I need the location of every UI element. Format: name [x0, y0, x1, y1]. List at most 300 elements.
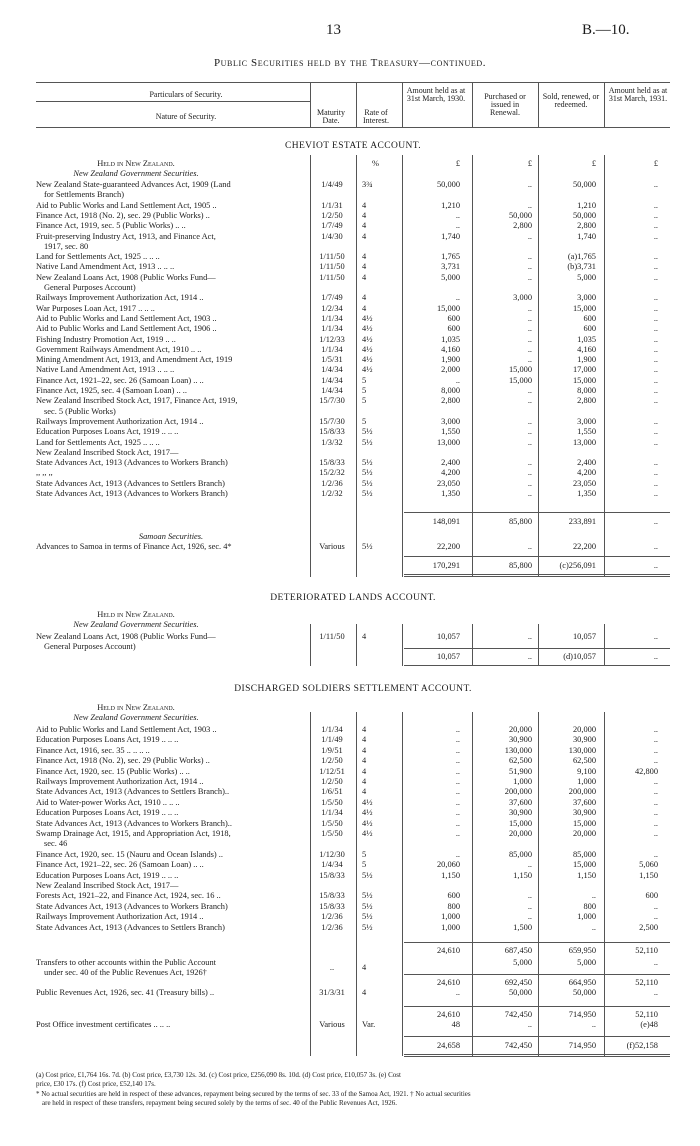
held-1930: 2,400: [441, 458, 460, 468]
page-reference: B.—10.: [582, 22, 630, 38]
purchased: 20,000: [508, 829, 532, 838]
held-1931: ..: [653, 252, 658, 262]
sold: (b)3,731: [567, 262, 596, 272]
security-name: ,, ,, ,,: [36, 468, 53, 478]
purchased: ..: [527, 334, 532, 344]
held-1931: 1,150: [639, 870, 658, 880]
security-name: for Settlements Branch): [44, 190, 125, 200]
transfers-c4: ..: [653, 958, 658, 967]
sold: 130,000: [568, 745, 596, 755]
security-name: Mining Amendment Act, 1913, and Amendment Act, 1919: [36, 355, 233, 365]
footnote-cost-b: price, £30 17s. (f) Cost price, £52,140 17s.: [36, 1080, 156, 1088]
purchased: ..: [527, 313, 532, 323]
interest-rate: Var.: [362, 1020, 376, 1029]
subheading-nz-gov-3: New Zealand Government Securities.: [73, 713, 199, 722]
held-1931: ..: [653, 777, 658, 786]
header-maturity: Maturity Date.: [317, 108, 345, 125]
sold: 17,000: [572, 365, 596, 375]
held-1930: ..: [455, 829, 460, 838]
held-1930: 20,060: [436, 860, 460, 870]
interest-rate: 5: [362, 396, 367, 406]
sold: 714,950: [568, 1010, 596, 1019]
held-1930: 148,091: [432, 517, 460, 526]
maturity-date: 15/2/32: [319, 468, 345, 478]
held-1931: ..: [653, 324, 658, 334]
purchased: ..: [527, 427, 532, 437]
interest-rate: 4: [362, 756, 367, 766]
held-1930: 13,000: [436, 437, 460, 447]
held-1931: ..: [653, 427, 658, 437]
security-name: Railways Improvement Authorization Act, 1914 ..: [36, 416, 204, 426]
interest-rate: 4½: [362, 797, 373, 807]
table-row: [0, 542, 700, 553]
held-1930: ..: [455, 745, 460, 755]
held-1930: 600: [447, 891, 460, 901]
held-1931: ..: [653, 632, 658, 641]
held-1931: ..: [653, 468, 658, 478]
security-name: Native Land Amendment Act, 1913 .. .. ..: [36, 262, 175, 272]
held-1931: 52,110: [635, 946, 658, 955]
held-1930: 3,000: [441, 416, 460, 426]
sold: 664,950: [568, 978, 596, 987]
held-1931: ..: [653, 262, 658, 272]
security-name: Finance Act, 1918 (No. 2), sec. 29 (Public Works) ..: [36, 210, 210, 220]
security-name: Aid to Public Works and Land Settlement Act, 1903 ..: [36, 313, 217, 323]
header-purchased: Purchased or issued in Renewal.: [484, 92, 526, 117]
purchased: ..: [527, 1020, 532, 1029]
interest-rate: 4: [362, 252, 367, 262]
purchased: ..: [527, 489, 532, 498]
purchased: 1,500: [513, 922, 532, 932]
interest-rate: 4½: [362, 365, 373, 375]
security-name: Education Purposes Loans Act, 1919 .. .. ..: [36, 808, 179, 818]
sold: 1,900: [577, 355, 596, 365]
sold: 600: [583, 313, 596, 323]
sold: 233,891: [568, 517, 596, 526]
security-name: General Purposes Account): [44, 642, 136, 651]
interest-rate: 4: [362, 231, 367, 241]
held-1930: 3,731: [441, 262, 460, 272]
held-1931: ..: [653, 988, 658, 997]
maturity-date: 1/1/49: [321, 735, 343, 745]
sold: 600: [583, 324, 596, 334]
pound-c3: £: [591, 159, 596, 168]
purchased: 200,000: [504, 787, 532, 797]
interest-rate: 5: [362, 416, 367, 426]
table-row: [0, 787, 700, 798]
held-1930: 4,160: [441, 344, 460, 354]
security-name: State Advances Act, 1913 (Advances to Settlers Branch)..: [36, 787, 230, 797]
page-title: Public Securities held by the Treasury—continued.: [213, 57, 487, 69]
purchased: ..: [527, 542, 532, 551]
sold: 4,200: [577, 468, 596, 478]
table-row: [0, 767, 700, 778]
held-1931: ..: [653, 561, 658, 570]
held-1930: 2,800: [441, 396, 460, 406]
interest-rate: 4: [362, 262, 367, 272]
purchased: 742,450: [504, 1041, 532, 1050]
maturity-date: 1/4/34: [321, 386, 343, 395]
transfers-md: ..: [329, 963, 335, 972]
held-1930: ..: [455, 756, 460, 766]
interest-rate: 5½: [362, 901, 373, 911]
header-rate: Rate of Interest.: [363, 108, 389, 125]
interest-rate: 4: [362, 725, 367, 734]
sold: 20,000: [572, 725, 596, 734]
maturity-date: 1/4/49: [321, 180, 343, 189]
purchased: 692,450: [504, 978, 532, 987]
sold: 1,550: [577, 427, 596, 437]
purchased: 130,000: [504, 745, 532, 755]
interest-rate: 4: [362, 210, 367, 220]
maturity-date: 1/6/51: [321, 787, 343, 797]
maturity-date: 15/8/33: [319, 891, 345, 901]
purchased: 15,000: [508, 365, 532, 375]
maturity-date: 1/12/33: [319, 334, 345, 344]
security-name: 1917, sec. 80: [44, 241, 89, 251]
maturity-date: 15/7/30: [319, 396, 345, 406]
interest-rate: 5½: [362, 458, 373, 468]
table-row: [0, 923, 700, 934]
security-name: Swamp Drainage Act, 1915, and Appropriation Act, 1918,: [36, 829, 231, 838]
maturity-date: 1/4/34: [321, 365, 343, 375]
held-1931: ..: [653, 542, 658, 551]
interest-rate: 4: [362, 200, 367, 210]
sold: ..: [591, 891, 596, 901]
header-held-1930: Amount held as at 31st March, 1930.: [406, 86, 466, 103]
table-row: [0, 829, 700, 840]
held-1931: ..: [653, 355, 658, 365]
sold: 10,057: [572, 632, 596, 641]
purchased: 85,000: [508, 849, 532, 859]
maturity-date: 1/1/34: [321, 808, 343, 818]
held-1931: ..: [653, 396, 658, 406]
maturity-date: 1/1/34: [321, 313, 343, 323]
sold: 85,000: [572, 849, 596, 859]
interest-rate: 4: [362, 745, 367, 755]
purchased: ..: [527, 478, 532, 488]
purchased: ..: [527, 303, 532, 313]
section-title-deteriorated: DETERIORATED LANDS ACCOUNT.: [270, 593, 436, 603]
transfers-c3: 5,000: [577, 958, 596, 967]
interest-rate: 4: [362, 787, 367, 797]
purchased: 687,450: [504, 946, 532, 955]
table-row: [0, 725, 700, 736]
table-row: [0, 871, 700, 882]
section-title-discharged: DISCHARGED SOLDIERS SETTLEMENT ACCOUNT.: [234, 684, 472, 694]
security-name: Fishing Industry Promotion Act, 1919 .. ..: [36, 334, 176, 344]
security-name: Education Purposes Loans Act, 1919 .. .. ..: [36, 427, 179, 437]
held-1930: 800: [447, 901, 460, 911]
purchased: ..: [527, 262, 532, 272]
held-1931: ..: [653, 231, 658, 241]
maturity-date: 1/11/50: [319, 272, 345, 282]
maturity-date: 15/8/33: [319, 901, 345, 911]
purchased: ..: [527, 231, 532, 241]
purchased: ..: [527, 632, 532, 641]
sold: 15,000: [572, 375, 596, 385]
table-row: [0, 798, 700, 809]
sold: 1,000: [577, 912, 596, 922]
sold: 1,740: [577, 231, 596, 241]
purchased: 62,500: [508, 756, 532, 766]
total-row: [0, 946, 700, 957]
purchased: ..: [527, 386, 532, 395]
subheading-held-nz: Held in New Zealand.: [97, 159, 175, 168]
header-held-1931: Amount held as at 31st March, 1931.: [608, 86, 668, 103]
interest-rate: 4½: [362, 344, 373, 354]
total-row: [0, 517, 700, 528]
sold: 50,000: [572, 210, 596, 220]
security-name: Railways Improvement Authorization Act, 1914 ..: [36, 293, 204, 303]
security-name: State Advances Act, 1913 (Advances to Settlers Branch): [36, 922, 225, 932]
security-name: Advances to Samoa in terms of Finance Act, 1926, sec. 4*: [36, 542, 232, 551]
purchased: 37,600: [508, 797, 532, 807]
subheading-samoan: Samoan Securities.: [138, 532, 204, 541]
held-1930: 1,000: [441, 912, 460, 922]
security-name: Finance Act, 1918 (No. 2), sec. 29 (Public Works) ..: [36, 756, 210, 766]
purchased: ..: [527, 416, 532, 426]
sold: 1,210: [577, 200, 596, 210]
held-1930: 1,900: [441, 355, 460, 365]
subheading-held-nz-3: Held in New Zealand.: [97, 703, 175, 712]
security-name: State Advances Act, 1913 (Advances to Workers Branch): [36, 901, 228, 911]
held-1931: (f)52,158: [626, 1041, 658, 1050]
held-1930: 24,610: [436, 946, 460, 955]
sold: 4,160: [577, 344, 596, 354]
security-name: General Purposes Account): [44, 283, 136, 292]
held-1930: ..: [455, 375, 460, 385]
held-1931: ..: [653, 375, 658, 385]
held-1931: ..: [653, 517, 658, 526]
sold: 2,800: [577, 221, 596, 231]
held-1931: ..: [653, 745, 658, 755]
section-title-cheviot: CHEVIOT ESTATE ACCOUNT.: [284, 141, 422, 151]
maturity-date: 1/9/51: [321, 745, 343, 755]
purchased: 30,900: [508, 735, 532, 745]
interest-rate: 4: [362, 293, 367, 303]
transfers-c2: 5,000: [513, 958, 532, 967]
sold: 2,800: [577, 396, 596, 406]
sold: 1,035: [577, 334, 596, 344]
table-row: [0, 891, 700, 902]
security-name: sec. 46: [44, 839, 68, 849]
purchased: ..: [527, 272, 532, 282]
interest-rate: 5½: [362, 478, 373, 488]
held-1930: ..: [455, 797, 460, 807]
held-1930: 15,000: [436, 303, 460, 313]
held-1931: ..: [653, 272, 658, 282]
held-1930: 1,550: [441, 427, 460, 437]
interest-rate: 4: [362, 632, 367, 641]
held-1931: ..: [653, 334, 658, 344]
maturity-date: 1/2/36: [321, 478, 343, 488]
held-1931: ..: [653, 437, 658, 447]
maturity-date: 1/4/30: [321, 231, 343, 241]
held-1931: ..: [653, 756, 658, 766]
maturity-date: 1/5/50: [321, 797, 343, 807]
sold: 1,000: [577, 777, 596, 786]
interest-rate: 5½: [362, 912, 373, 922]
held-1931: ..: [653, 210, 658, 220]
purchased: ..: [527, 180, 532, 189]
security-name: Land for Settlements Act, 1925 .. .. ..: [36, 437, 160, 447]
security-name: Railways Improvement Authorization Act, 1914 ..: [36, 777, 204, 786]
security-name: Finance Act, 1921–22, sec. 26 (Samoan Loan) .. ..: [36, 860, 204, 870]
interest-rate: 5½: [362, 468, 373, 478]
interest-rate: 4: [362, 988, 367, 997]
sold: ..: [591, 922, 596, 932]
maturity-date: 15/8/33: [319, 427, 345, 437]
pound-c4: £: [653, 159, 658, 168]
sold: 23,050: [572, 478, 596, 488]
held-1931: ..: [653, 912, 658, 922]
held-1931: ..: [653, 652, 658, 661]
table-row: [0, 756, 700, 767]
table-row: [0, 735, 700, 746]
maturity-date: 1/1/31: [321, 200, 343, 210]
maturity-date: 1/2/34: [321, 303, 343, 313]
held-1931: 600: [645, 891, 658, 901]
security-name: Finance Act, 1916, sec. 35 .. .. .. ..: [36, 745, 150, 755]
sold: 62,500: [572, 756, 596, 766]
held-1930: 1,765: [441, 252, 460, 262]
held-1930: ..: [455, 818, 460, 828]
held-1931: 42,800: [634, 766, 658, 776]
sold: 15,000: [572, 303, 596, 313]
interest-rate: 5: [362, 860, 367, 870]
pound-c2: £: [527, 159, 532, 168]
held-1930: 24,658: [436, 1041, 460, 1050]
interest-rate: 4: [362, 766, 367, 776]
maturity-date: 31/3/31: [319, 988, 345, 997]
sold: ..: [591, 1020, 596, 1029]
held-1930: ..: [455, 777, 460, 786]
table-row: [0, 808, 700, 819]
maturity-date: 1/5/50: [321, 818, 343, 828]
held-1931: 52,110: [635, 1010, 658, 1019]
security-name: State Advances Act, 1913 (Advances to Workers Branch)..: [36, 818, 232, 828]
held-1931: ..: [653, 200, 658, 210]
sold: (a)1,765: [567, 252, 596, 262]
held-1931: (e)48: [640, 1020, 658, 1029]
security-name: Aid to Water-power Works Act, 1910 .. .. ..: [36, 797, 180, 807]
held-1931: ..: [653, 725, 658, 734]
interest-rate: 5: [362, 849, 367, 859]
security-name: Fruit-preserving Industry Act, 1913, and Finance Act,: [36, 231, 216, 241]
interest-rate: 4: [362, 272, 367, 282]
security-name: Public Revenues Act, 1926, sec. 41 (Treasury bills) ..: [36, 988, 215, 997]
maturity-date: 1/1/34: [321, 324, 343, 334]
security-name: Aid to Public Works and Land Settlement Act, 1905 ..: [36, 200, 217, 210]
held-1930: 24,610: [436, 978, 460, 987]
held-1931: ..: [653, 344, 658, 354]
security-name: Post Office investment certificates .. .. ..: [36, 1020, 171, 1029]
sold: 3,000: [577, 293, 596, 303]
interest-rate: 4½: [362, 808, 373, 818]
purchased: 20,000: [508, 725, 532, 734]
held-1930: 5,000: [441, 272, 460, 282]
security-name: Forests Act, 1921–22, and Finance Act, 1924, sec. 16 ..: [36, 891, 221, 901]
header-particulars: Particulars of Security.: [149, 90, 223, 99]
maturity-date: 1/11/50: [319, 252, 345, 262]
interest-rate: 4: [362, 735, 367, 745]
interest-rate: 5: [362, 375, 367, 385]
purchased: 85,800: [508, 561, 532, 570]
interest-rate: 5: [362, 386, 367, 395]
held-1930: 170,291: [432, 561, 460, 570]
purchased: ..: [527, 468, 532, 478]
held-1930: 23,050: [436, 478, 460, 488]
sold: 15,000: [572, 818, 596, 828]
interest-rate: 5½: [362, 427, 373, 437]
held-1930: 24,610: [436, 1010, 460, 1019]
interest-rate: 4: [362, 777, 367, 786]
interest-rate: 3¾: [362, 180, 373, 189]
purchased: ..: [527, 912, 532, 922]
header-sold: Sold, renewed, or redeemed.: [542, 92, 600, 109]
sold: 30,900: [572, 808, 596, 818]
maturity-date: 1/11/50: [319, 262, 345, 272]
security-name: Finance Act, 1919, sec. 5 (Public Works) .. ..: [36, 221, 186, 231]
maturity-date: 1/4/34: [321, 375, 343, 385]
purchased: 50,000: [508, 988, 532, 997]
held-1930: ..: [455, 766, 460, 776]
held-1931: ..: [653, 303, 658, 313]
held-1931: ..: [653, 313, 658, 323]
purchased: ..: [527, 200, 532, 210]
purchased: ..: [527, 652, 532, 661]
interest-rate: 4: [362, 221, 367, 231]
security-name: Finance Act, 1921–22, sec. 26 (Samoan Loan) .. ..: [36, 375, 204, 385]
maturity-date: 1/5/50: [321, 829, 343, 838]
purchased: ..: [527, 252, 532, 262]
held-1931: ..: [653, 489, 658, 498]
held-1931: ..: [653, 829, 658, 838]
purchased: ..: [527, 901, 532, 911]
table-row: [0, 881, 700, 892]
held-1931: ..: [653, 797, 658, 807]
held-1931: ..: [653, 293, 658, 303]
security-name: State Advances Act, 1913 (Advances to Settlers Branch): [36, 478, 225, 488]
maturity-date: 1/12/30: [319, 849, 345, 859]
held-1930: ..: [455, 735, 460, 745]
security-name: New Zealand State-guaranteed Advances Act, 1909 (Land: [36, 180, 231, 189]
sold: 200,000: [568, 787, 596, 797]
held-1930: 600: [447, 324, 460, 334]
maturity-date: 1/2/36: [321, 912, 343, 922]
purchased: 1,150: [513, 870, 532, 880]
held-1930: ..: [455, 210, 460, 220]
security-name: Education Purposes Loans Act, 1919 .. .. ..: [36, 870, 179, 880]
maturity-date: 15/8/33: [319, 458, 345, 468]
held-1930: 1,210: [441, 200, 460, 210]
sold: 22,200: [572, 542, 596, 551]
sold: 3,000: [577, 416, 596, 426]
security-name: New Zealand Inscribed Stock Act, 1917—: [36, 881, 179, 890]
interest-rate: 4: [362, 303, 367, 313]
security-name: Railways Improvement Authorization Act, 1914 ..: [36, 912, 204, 922]
security-name: State Advances Act, 1913 (Advances to Workers Branch): [36, 458, 228, 468]
purchased: 742,450: [504, 1010, 532, 1019]
purchased: 30,900: [508, 808, 532, 818]
sold: 5,000: [577, 272, 596, 282]
held-1931: ..: [653, 787, 658, 797]
maturity-date: Various: [319, 1020, 345, 1029]
pound-c1: £: [455, 159, 460, 168]
total-row: [0, 652, 700, 663]
interest-rate: 5½: [362, 891, 373, 901]
